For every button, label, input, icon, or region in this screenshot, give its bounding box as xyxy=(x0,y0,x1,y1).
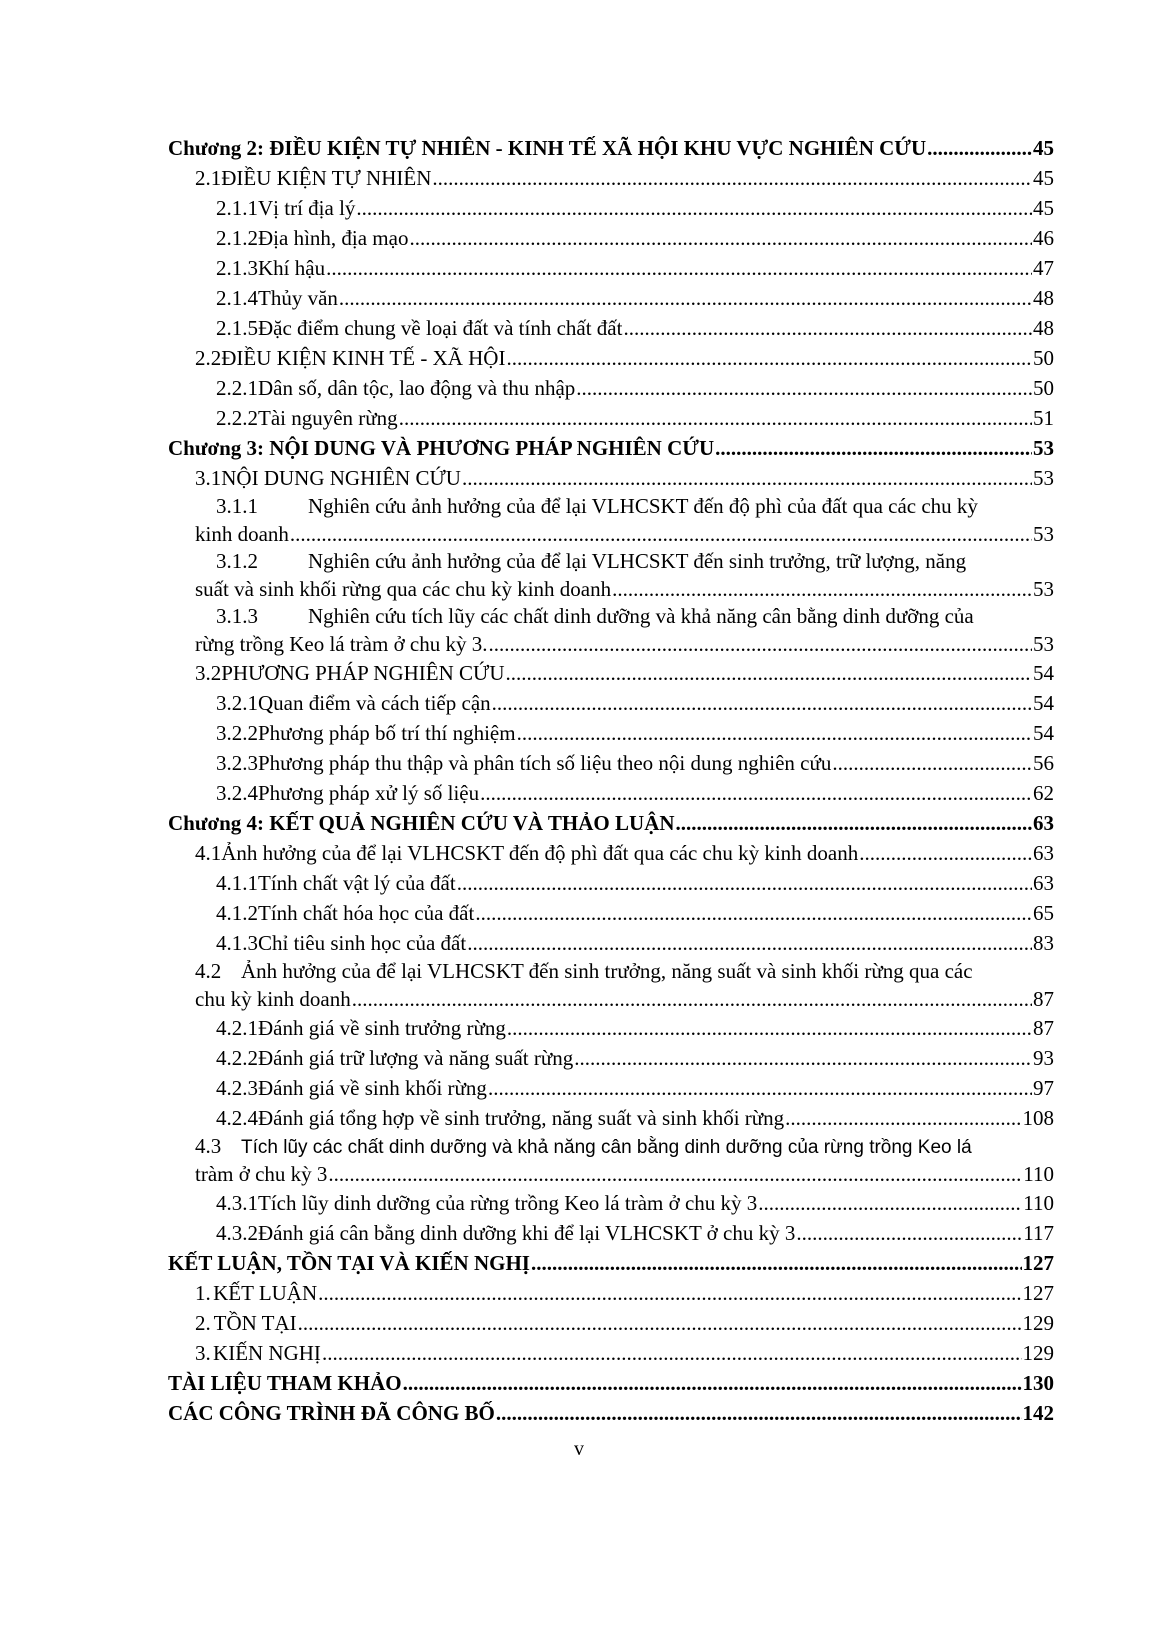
toc-page: 45 xyxy=(1033,136,1054,160)
toc-conclusion-1[interactable] xyxy=(168,1278,1054,1308)
toc-number: 4.3.1 xyxy=(216,1191,258,1215)
toc-label: Phương pháp xử lý số liệu xyxy=(258,781,480,805)
toc-leader xyxy=(507,1013,1032,1043)
toc-leader xyxy=(475,898,1032,928)
toc-number: 3.2 xyxy=(195,661,222,685)
toc-number: 2.2 xyxy=(195,346,222,370)
toc-page: 53 xyxy=(1033,632,1054,656)
toc-leader xyxy=(832,748,1032,778)
toc-label: Tích lũy dinh dưỡng của rừng trồng Keo lá tràm ở chu kỳ 3 xyxy=(258,1191,758,1215)
toc-chapter-2[interactable] xyxy=(168,133,1054,163)
toc-label: Chương 4: KẾT QUẢ NGHIÊN CỨU VÀ THẢO LUẬN xyxy=(168,811,675,835)
toc-label: Tính chất vật lý của đất xyxy=(258,871,456,895)
toc-label-cont: rừng trồng Keo lá tràm ở chu kỳ 3. xyxy=(195,632,488,656)
toc-leader xyxy=(432,163,1032,193)
toc-section-2-2[interactable] xyxy=(168,343,1054,373)
toc-section-3-1-1[interactable] xyxy=(168,493,1054,548)
toc-page: 63 xyxy=(1033,841,1054,865)
toc-label: Đặc điểm chung về loại đất và tính chất đất xyxy=(258,316,623,340)
toc-leader xyxy=(356,193,1032,223)
toc-page: 50 xyxy=(1033,346,1054,370)
toc-page: 87 xyxy=(1033,1016,1054,1040)
toc-number: 4.2.1 xyxy=(216,1016,258,1040)
toc-label: Địa hình, địa mạo xyxy=(258,226,409,250)
toc-section-4-2[interactable] xyxy=(168,958,1054,1013)
toc-leader xyxy=(612,575,1032,603)
toc-number: 3.1.1 xyxy=(216,494,258,518)
toc-section-2-1-5[interactable] xyxy=(168,313,1054,343)
toc-conclusion-2[interactable] xyxy=(168,1308,1054,1338)
toc-leader xyxy=(623,313,1032,343)
toc-page: 129 xyxy=(1022,1341,1054,1365)
toc-section-4-2-1[interactable] xyxy=(168,1013,1054,1043)
toc-label: Đánh giá về sinh trưởng rừng xyxy=(258,1016,506,1040)
toc-page: 56 xyxy=(1033,751,1054,775)
toc-number: 2.1.5 xyxy=(216,316,258,340)
toc-section-2-2-2[interactable] xyxy=(168,403,1054,433)
toc-number: 4.2.3 xyxy=(216,1076,258,1100)
toc-page: 45 xyxy=(1033,196,1054,220)
toc-leader xyxy=(457,868,1032,898)
toc-page: 54 xyxy=(1033,721,1054,745)
toc-leader xyxy=(506,343,1032,373)
toc-label: Tài nguyên rừng xyxy=(258,406,398,430)
toc-label: Chỉ tiêu sinh học của đất xyxy=(258,931,467,955)
toc-page: 62 xyxy=(1033,781,1054,805)
toc-label: KẾT LUẬN, TỒN TẠI VÀ KIẾN NGHỊ xyxy=(168,1251,530,1275)
toc-leader xyxy=(517,718,1032,748)
toc-conclusion[interactable] xyxy=(168,1248,1054,1278)
toc-leader xyxy=(496,1398,1022,1428)
toc-leader xyxy=(796,1218,1022,1248)
toc-number: 4.2.4 xyxy=(216,1106,258,1130)
toc-label: Tính chất hóa học của đất xyxy=(258,901,475,925)
toc-number: 4.2.2 xyxy=(216,1046,258,1070)
toc-section-2-2-1[interactable] xyxy=(168,373,1054,403)
toc-section-2-1-3[interactable] xyxy=(168,253,1054,283)
toc-section-2-1-1[interactable] xyxy=(168,193,1054,223)
toc-leader xyxy=(290,520,1032,548)
toc-leader xyxy=(318,1278,1021,1308)
toc-conclusion-3[interactable] xyxy=(168,1338,1054,1368)
toc-label: Đánh giá cân bằng dinh dưỡng khi để lại VLHCSKT ở chu kỳ 3 xyxy=(258,1221,796,1245)
toc-section-3-2-1[interactable] xyxy=(168,688,1054,718)
toc-label: KIẾN NGHỊ xyxy=(213,1341,321,1365)
toc-leader xyxy=(574,1043,1032,1073)
toc-number: 2.2.1 xyxy=(216,376,258,400)
toc-page: 108 xyxy=(1022,1106,1054,1130)
toc-page: 129 xyxy=(1022,1311,1054,1335)
toc-number: 4.3 xyxy=(195,1134,222,1158)
toc-label-cont: tràm ở chu kỳ 3 xyxy=(195,1162,328,1186)
toc-leader xyxy=(531,1248,1022,1278)
toc-section-4-3-2[interactable] xyxy=(168,1218,1054,1248)
toc-leader xyxy=(927,133,1032,163)
toc-leader xyxy=(506,658,1033,688)
toc-page: 53 xyxy=(1033,577,1054,601)
toc-leader xyxy=(339,283,1032,313)
toc-section-3-2-2[interactable] xyxy=(168,718,1054,748)
toc-label: TÀI LIỆU THAM KHẢO xyxy=(168,1371,402,1395)
toc-label: Thủy văn xyxy=(258,286,338,310)
toc-label: Quan điểm và cách tiếp cận xyxy=(258,691,491,715)
toc-page: 53 xyxy=(1033,466,1054,490)
toc-section-2-1-2[interactable] xyxy=(168,223,1054,253)
toc-label: Nghiên cứu tích lũy các chất dinh dưỡng và khả năng cân bằng dinh dưỡng của xyxy=(308,604,974,628)
toc-section-4-3[interactable] xyxy=(168,1133,1054,1188)
toc-label: Phương pháp thu thập và phân tích số liệu theo nội dung nghiên cứu xyxy=(258,751,832,775)
toc-page: 87 xyxy=(1033,987,1054,1011)
toc-leader xyxy=(715,433,1032,463)
toc-page: 83 xyxy=(1033,931,1054,955)
toc-label: Đánh giá trữ lượng và năng suất rừng xyxy=(258,1046,574,1070)
toc-number: 4.1.3 xyxy=(216,931,258,955)
toc-number: 3.2.2 xyxy=(216,721,258,745)
toc-page: 45 xyxy=(1033,166,1054,190)
toc-chapter-4[interactable] xyxy=(168,808,1054,838)
toc-number: 4.1 xyxy=(195,841,222,865)
toc-label: ĐIỀU KIỆN TỰ NHIÊN xyxy=(221,166,432,190)
toc-number: 2.1.1 xyxy=(216,196,258,220)
toc-number: 3.1.2 xyxy=(216,549,258,573)
toc-section-4-1[interactable] xyxy=(168,838,1054,868)
toc-label: ĐIỀU KIỆN KINH TẾ - XÃ HỘI xyxy=(221,346,506,370)
toc-label-cont: chu kỳ kinh doanh xyxy=(195,987,351,1011)
toc-section-3-1-3[interactable] xyxy=(168,603,1054,658)
toc-leader xyxy=(785,1103,1021,1133)
toc-number: 4.1.1 xyxy=(216,871,258,895)
toc-page: 48 xyxy=(1033,286,1054,310)
toc-leader xyxy=(676,808,1032,838)
toc-page: 65 xyxy=(1033,901,1054,925)
toc-section-4-1-2[interactable] xyxy=(168,898,1054,928)
toc-number: 4.3.2 xyxy=(216,1221,258,1245)
toc-leader xyxy=(480,778,1032,808)
table-of-contents xyxy=(168,133,1054,1428)
toc-page: 54 xyxy=(1033,661,1054,685)
toc-section-2-1-4[interactable] xyxy=(168,283,1054,313)
toc-section-3-2-4[interactable] xyxy=(168,778,1054,808)
toc-label: Dân số, dân tộc, lao động và thu nhập xyxy=(258,376,576,400)
toc-leader xyxy=(576,373,1032,403)
toc-label-cont: suất và sinh khối rừng qua các chu kỳ kinh doanh xyxy=(195,577,612,601)
toc-leader xyxy=(399,403,1032,433)
toc-label: Chương 3: NỘI DUNG VÀ PHƯƠNG PHÁP NGHIÊN CỨU xyxy=(168,436,715,460)
toc-label: Đánh giá tổng hợp về sinh trưởng, năng suất và sinh khối rừng xyxy=(258,1106,785,1130)
toc-number: 4.1.2 xyxy=(216,901,258,925)
toc-number: 3. xyxy=(195,1341,211,1365)
toc-number: 1. xyxy=(195,1281,211,1305)
toc-page: 47 xyxy=(1033,256,1054,280)
toc-number: 3.2.3 xyxy=(216,751,258,775)
toc-number: 3.2.4 xyxy=(216,781,258,805)
toc-label: Ảnh hưởng của để lại VLHCSKT đến độ phì đất qua các chu kỳ kinh doanh xyxy=(221,841,859,865)
toc-number: 2. xyxy=(195,1311,211,1335)
toc-label: CÁC CÔNG TRÌNH ĐÃ CÔNG BỐ xyxy=(168,1401,495,1425)
toc-section-4-1-3[interactable] xyxy=(168,928,1054,958)
toc-label: Đánh giá về sinh khối rừng xyxy=(258,1076,487,1100)
toc-label: Phương pháp bố trí thí nghiệm xyxy=(258,721,516,745)
toc-label: Ảnh hưởng của để lại VLHCSKT đến sinh trưởng, năng suất và sinh khối rừng qua các xyxy=(241,959,973,983)
toc-page: 48 xyxy=(1033,316,1054,340)
toc-leader xyxy=(859,838,1032,868)
toc-label: NỘI DUNG NGHIÊN CỨU xyxy=(221,466,461,490)
toc-section-3-1[interactable] xyxy=(168,463,1054,493)
toc-leader xyxy=(409,223,1032,253)
toc-page: 54 xyxy=(1033,691,1054,715)
toc-section-3-1-2[interactable] xyxy=(168,548,1054,603)
toc-label: Chương 2: ĐIỀU KIỆN TỰ NHIÊN - KINH TẾ XÃ HỘI KHU VỰC NGHIÊN CỨU xyxy=(168,136,927,160)
toc-label: Nghiên cứu ảnh hưởng của để lại VLHCSKT đến sinh trưởng, trữ lượng, năng xyxy=(308,549,967,573)
toc-page: 51 xyxy=(1033,406,1054,430)
toc-section-4-1-1[interactable] xyxy=(168,868,1054,898)
page-number: v xyxy=(574,1438,584,1460)
toc-label-cont: kinh doanh xyxy=(195,522,289,546)
toc-label: Vị trí địa lý xyxy=(258,196,356,220)
toc-number: 2.1.3 xyxy=(216,256,258,280)
toc-section-3-2[interactable] xyxy=(168,658,1054,688)
toc-label: TỒN TẠI xyxy=(213,1311,297,1335)
toc-section-4-3-1[interactable] xyxy=(168,1188,1054,1218)
toc-chapter-3[interactable] xyxy=(168,433,1054,463)
toc-number: 3.1 xyxy=(195,466,222,490)
toc-number: 2.2.2 xyxy=(216,406,258,430)
toc-leader xyxy=(326,253,1032,283)
toc-page: 63 xyxy=(1033,811,1054,835)
toc-leader xyxy=(462,463,1032,493)
toc-references[interactable] xyxy=(168,1368,1054,1398)
toc-leader xyxy=(492,688,1032,718)
toc-page: 127 xyxy=(1022,1251,1054,1275)
toc-leader xyxy=(298,1308,1022,1338)
toc-leader xyxy=(322,1338,1022,1368)
toc-label: Nghiên cứu ảnh hưởng của để lại VLHCSKT đến độ phì của đất qua các chu kỳ xyxy=(308,494,978,518)
toc-leader xyxy=(328,1160,1022,1188)
toc-leader xyxy=(758,1188,1022,1218)
toc-number: 3.1.3 xyxy=(216,604,258,628)
toc-section-2-1[interactable] xyxy=(168,163,1054,193)
toc-page: 63 xyxy=(1033,871,1054,895)
toc-section-4-2-3[interactable] xyxy=(168,1073,1054,1103)
toc-page: 97 xyxy=(1033,1076,1054,1100)
toc-leader xyxy=(352,985,1032,1013)
toc-label: Tích lũy các chất dinh dưỡng và khả năng cân bằng dinh dưỡng của rừng trồng Keo lá xyxy=(241,1137,972,1158)
toc-page: 93 xyxy=(1033,1046,1054,1070)
toc-page: 46 xyxy=(1033,226,1054,250)
toc-number: 3.2.1 xyxy=(216,691,258,715)
toc-leader xyxy=(467,928,1032,958)
toc-label: KẾT LUẬN xyxy=(213,1281,318,1305)
toc-leader xyxy=(403,1368,1022,1398)
toc-page: 117 xyxy=(1023,1221,1054,1245)
toc-number: 4.2 xyxy=(195,959,222,983)
toc-page: 110 xyxy=(1023,1191,1054,1215)
toc-page: 130 xyxy=(1022,1371,1054,1395)
toc-number: 2.1.2 xyxy=(216,226,258,250)
toc-page: 127 xyxy=(1022,1281,1054,1305)
toc-section-4-2-4[interactable] xyxy=(168,1103,1054,1133)
toc-number: 2.1 xyxy=(195,166,222,190)
toc-page: 110 xyxy=(1023,1162,1054,1186)
toc-leader xyxy=(488,1073,1032,1103)
toc-page: 53 xyxy=(1033,522,1054,546)
toc-section-3-2-3[interactable] xyxy=(168,748,1054,778)
toc-number: 2.1.4 xyxy=(216,286,258,310)
toc-publications[interactable] xyxy=(168,1398,1054,1428)
toc-section-4-2-2[interactable] xyxy=(168,1043,1054,1073)
toc-page: 50 xyxy=(1033,376,1054,400)
toc-leader xyxy=(489,630,1032,658)
toc-page: 53 xyxy=(1033,436,1054,460)
toc-label: PHƯƠNG PHÁP NGHIÊN CỨU xyxy=(221,661,505,685)
toc-page: 142 xyxy=(1022,1401,1054,1425)
toc-label: Khí hậu xyxy=(258,256,326,280)
